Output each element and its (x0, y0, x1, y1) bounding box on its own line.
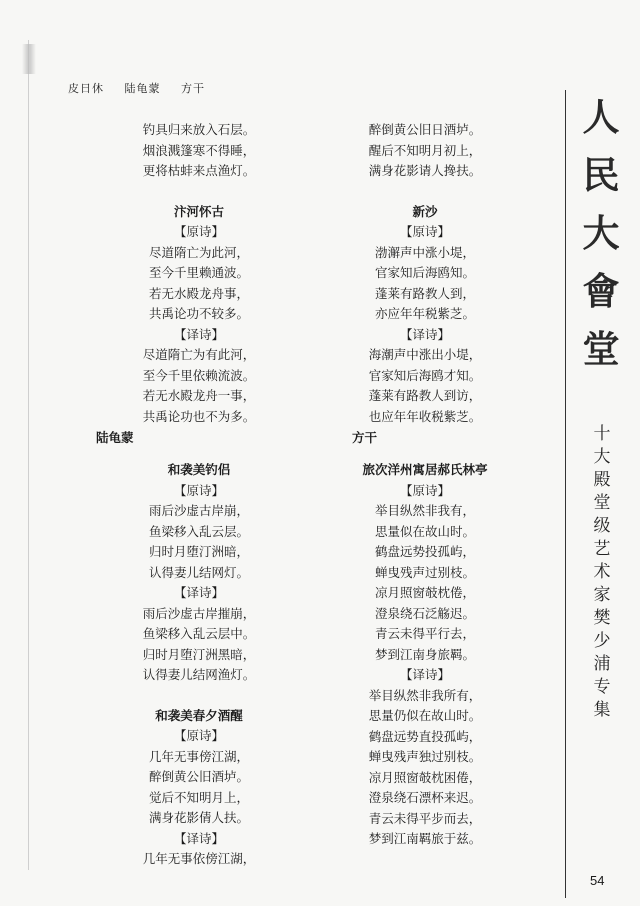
right-column (318, 120, 532, 427)
collection-subtitle (590, 423, 614, 722)
original-tag: 【原诗】 (173, 224, 224, 239)
right-lower-column (318, 460, 532, 850)
original-tag: 【原诗】 (173, 728, 224, 743)
verse-line: 归时月堕汀洲黑暗， (142, 646, 256, 662)
verse-line: 鹤盘远势投孤屿， (374, 544, 475, 559)
verse-line: 醉倒黄公旧酒垆。 (148, 769, 249, 784)
verse-line: 觉后不知明月上， (148, 789, 249, 805)
subtitle-char: 十 (593, 424, 611, 444)
verse-line: 认得妻儿结网灯。 (148, 564, 249, 580)
verse-line: 渤澥声中涨小堤， (374, 244, 475, 260)
verse-line: 醉倒黄公旧日酒垆。 (368, 122, 482, 137)
verse-line: 共禹论功也不为多。 (142, 408, 256, 424)
poem-title: 和袭美钓侣 (167, 462, 231, 477)
verse-line: 钓具归来放入石层。 (142, 122, 256, 137)
subtitle-char: 家 (593, 585, 611, 605)
verse-line: 蓬莱有路教人到， (374, 285, 475, 301)
binding-mark (22, 44, 36, 74)
verse-line: 雨后沙虚古岸崩， (148, 503, 249, 518)
poem-title: 和袭美春夕酒醒 (155, 707, 243, 723)
verse-line: 梦到江南羁旅于兹。 (368, 831, 482, 846)
brand-char: 大 (582, 211, 620, 255)
poet-name: 方干 (352, 430, 378, 445)
verse-line: 思量仍似在故山时。 (368, 708, 482, 723)
left-lower-column (92, 460, 306, 870)
translation-tag: 【译诗】 (399, 326, 450, 342)
poem-title: 汴河怀古 (173, 203, 224, 219)
verse-line: 举目纵然非我有， (374, 503, 475, 518)
brand-char: 民 (582, 153, 620, 197)
original-tag: 【原诗】 (399, 482, 450, 498)
verse-line: 凉月照窗攲枕困倦， (368, 769, 482, 785)
header-poet: 陆龟蒙 (124, 82, 161, 95)
verse-line: 尽道隋亡为有此河， (142, 347, 256, 362)
verse-line: 鹤盘远势直投孤屿， (368, 728, 482, 744)
brand-calligraphy (578, 88, 624, 378)
translation-tag: 【译诗】 (173, 830, 224, 846)
verse-line: 雨后沙虚古岸摧崩， (142, 605, 256, 621)
verse-line: 思量似在故山时。 (374, 523, 475, 539)
poem-title: 旅次洋州寓居郝氏林亭 (362, 462, 488, 477)
verse-line: 认得妻儿结网渔灯。 (142, 667, 256, 682)
page-number: 54 (590, 873, 605, 888)
subtitle-char: 术 (593, 562, 611, 582)
verse-line: 举目纵然非我所有， (368, 687, 482, 703)
verse-line: 澄泉绕石漂杯来迟。 (368, 790, 482, 805)
verse-line: 满身花影倩人扶。 (148, 810, 249, 825)
verse-line: 归时月堕汀洲暗， (148, 544, 249, 559)
verse-line: 尽道隋亡为此河， (148, 244, 249, 260)
verse-line: 更将枯蚌来点渔灯。 (142, 163, 256, 178)
brand-char: 人 (582, 95, 620, 139)
subtitle-char: 堂 (593, 493, 611, 513)
verse-line: 鱼梁移入乱云层。 (148, 523, 249, 539)
verse-line: 共禹论功不较多。 (148, 306, 249, 321)
running-header (68, 80, 221, 96)
subtitle-char: 殿 (593, 470, 611, 490)
verse-line: 几年无事依傍江湖， (142, 851, 256, 866)
verse-line: 官家知后海鸥才知。 (368, 367, 482, 383)
subtitle-char: 大 (593, 447, 611, 467)
verse-line: 若无水殿龙舟事， (148, 285, 249, 301)
verse-line: 几年无事傍江湖， (148, 748, 249, 764)
poet-name: 陆龟蒙 (96, 430, 134, 445)
brand-char: 堂 (582, 327, 620, 371)
verse-line: 烟浪溅篷寒不得睡， (142, 142, 256, 158)
verse-line: 鱼梁移入乱云层中。 (142, 626, 256, 641)
verse-line: 澄泉绕石泛觞迟。 (374, 605, 475, 621)
subtitle-char: 樊 (593, 608, 611, 628)
brand-char: 會 (582, 269, 620, 313)
verse-line: 青云未得平步而去， (368, 810, 482, 826)
binding-rule (28, 40, 29, 870)
verse-line: 蓬莱有路教人到访， (368, 388, 482, 403)
original-tag: 【原诗】 (173, 482, 224, 498)
verse-line: 至今千里依赖流波。 (142, 367, 256, 383)
verse-line: 至今千里赖通波。 (148, 265, 249, 280)
poem-title: 新沙 (412, 203, 438, 219)
verse-line: 也应年年收税紫芝。 (368, 408, 482, 424)
verse-line: 亦应年年税紫芝。 (374, 306, 475, 321)
verse-line: 海潮声中涨出小堤， (368, 347, 482, 362)
translation-tag: 【译诗】 (173, 326, 224, 342)
verse-line: 凉月照窗攲枕倦， (374, 585, 475, 600)
original-tag: 【原诗】 (399, 224, 450, 239)
subtitle-char: 少 (593, 631, 611, 651)
subtitle-char: 集 (593, 700, 611, 720)
subtitle-char: 级 (593, 516, 611, 536)
translation-tag: 【译诗】 (173, 585, 224, 600)
verse-line: 梦到江南身旅羁。 (374, 646, 475, 662)
margin-divider (565, 90, 566, 898)
verse-line: 若无水殿龙舟一事， (142, 388, 256, 403)
verse-line: 青云未得平行去， (374, 626, 475, 641)
verse-line: 满身花影请人搀扶。 (368, 163, 482, 178)
subtitle-char: 浦 (593, 654, 611, 674)
verse-line: 蝉曳残声过别枝。 (374, 564, 475, 580)
verse-line: 醒后不知明月初上， (368, 142, 482, 158)
verse-line: 官家知后海鸥知。 (374, 265, 475, 280)
left-column (92, 120, 306, 427)
header-poet: 皮日休 (68, 82, 104, 95)
subtitle-char: 艺 (593, 539, 611, 559)
header-poet: 方干 (181, 82, 205, 95)
verse-line: 蝉曳残声独过别枝。 (368, 749, 482, 764)
translation-tag: 【译诗】 (399, 667, 450, 682)
subtitle-char: 专 (593, 677, 611, 697)
